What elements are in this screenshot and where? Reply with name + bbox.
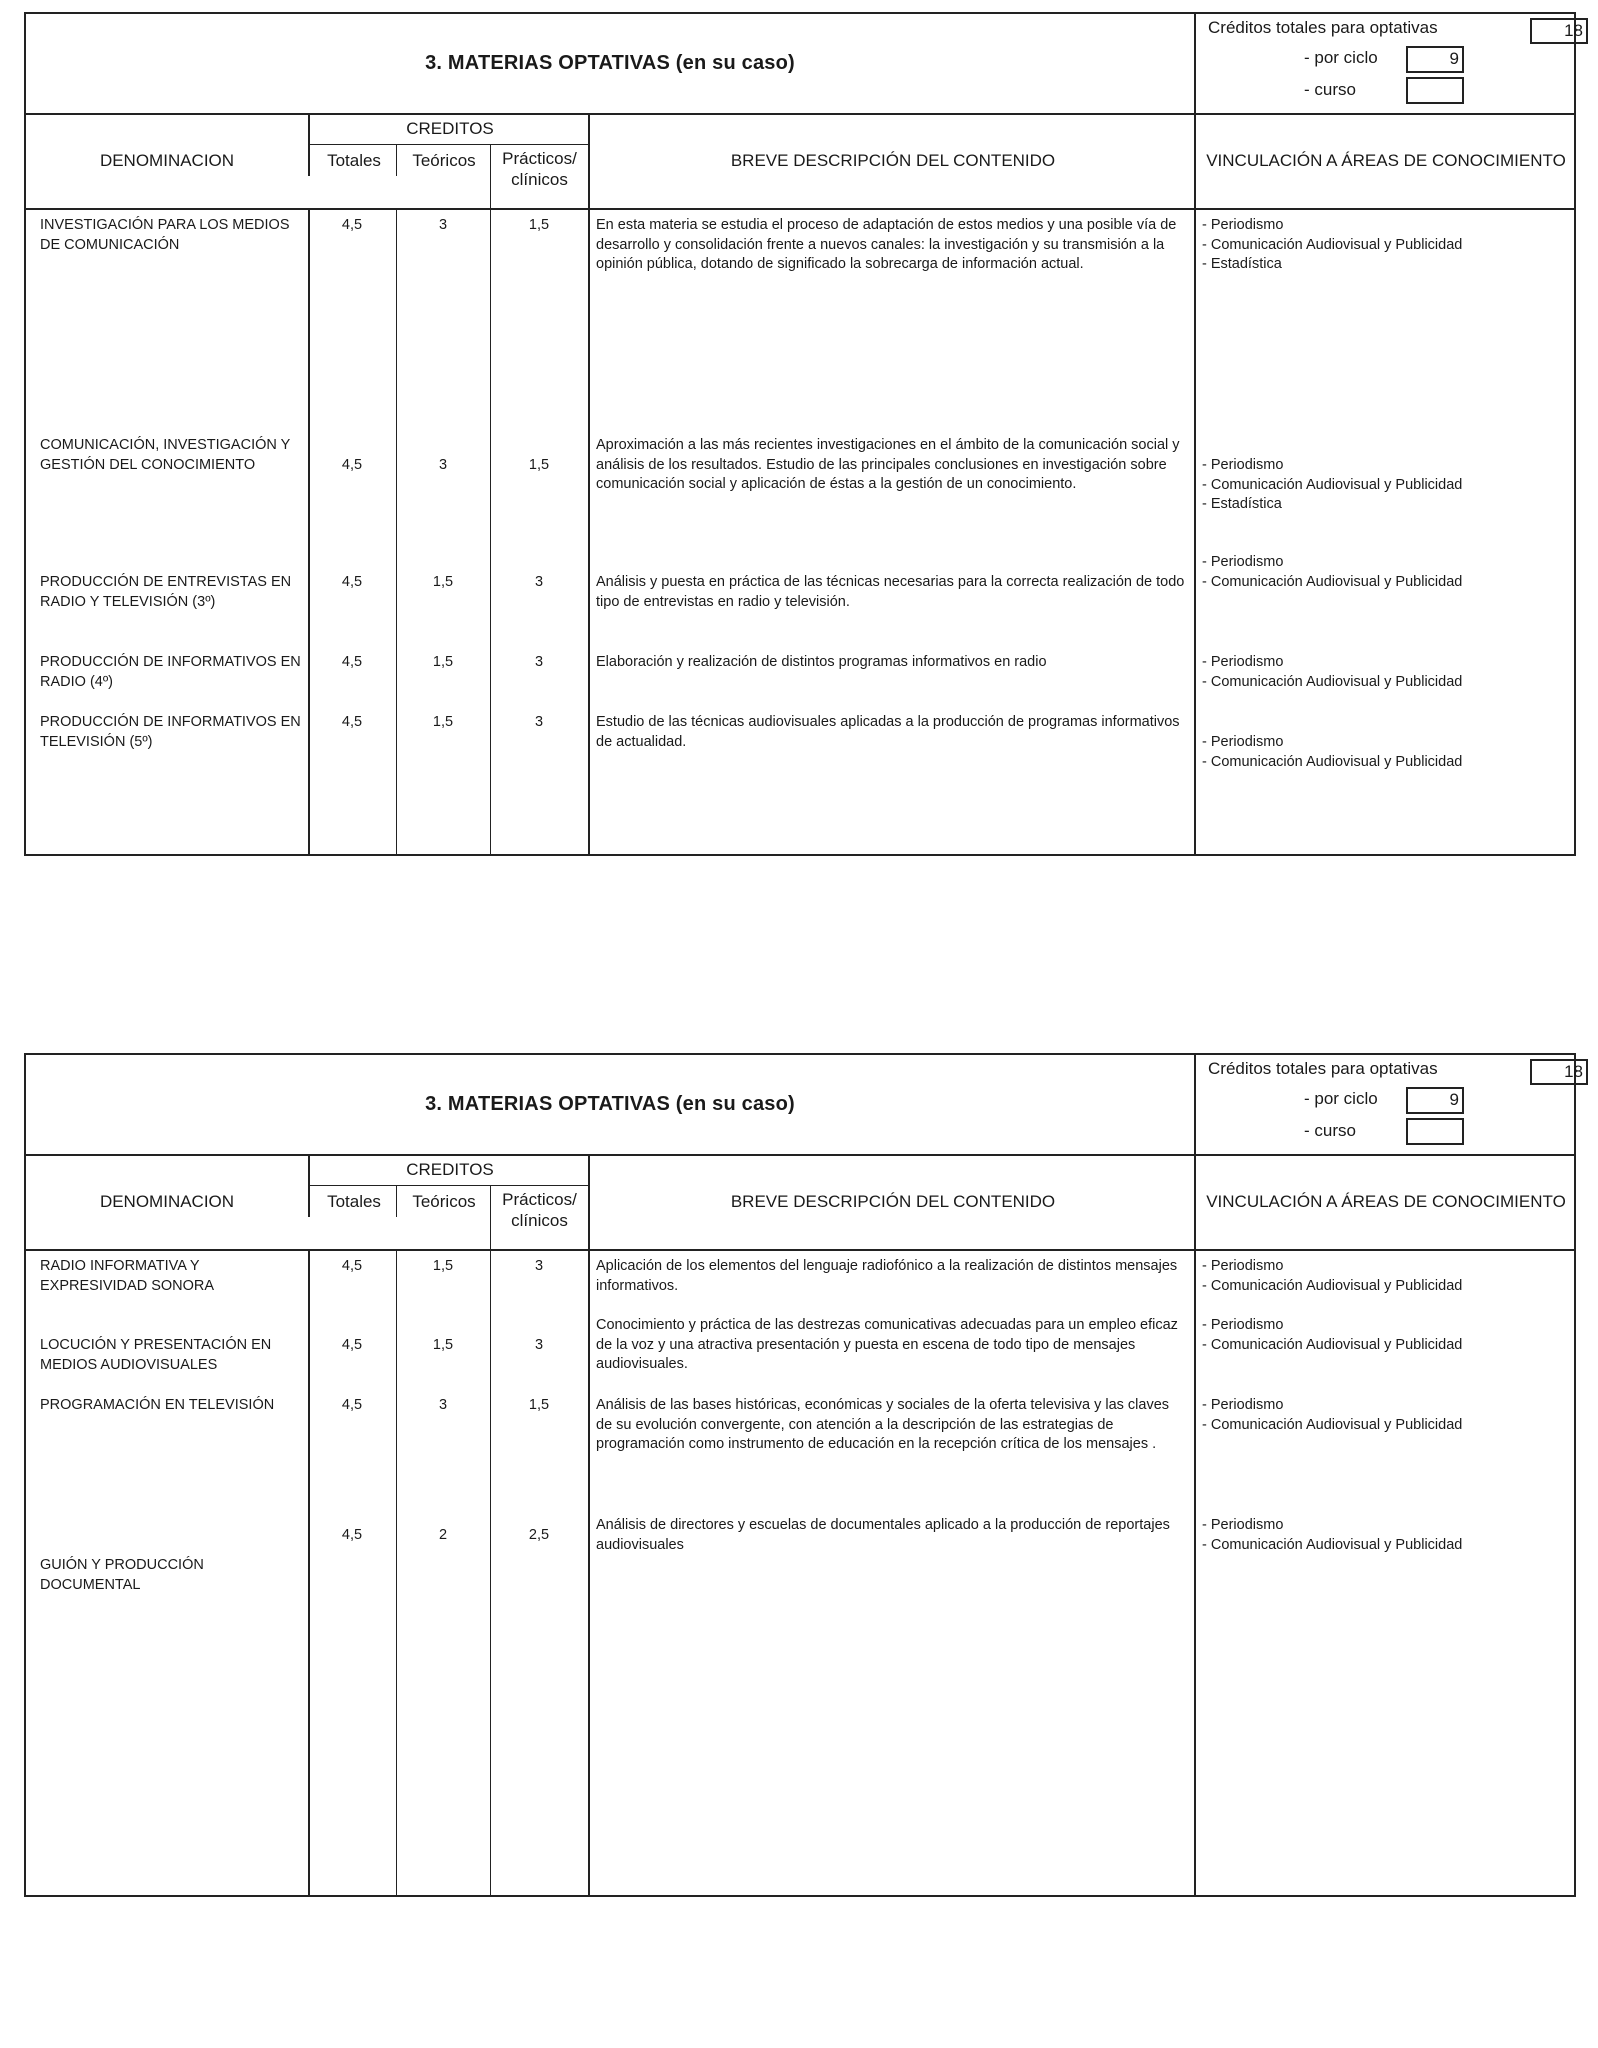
col-practicos: Prácticos/ clínicos bbox=[490, 144, 588, 208]
area-item: - Estadística bbox=[1202, 496, 1282, 512]
knowledge-areas bbox=[1202, 1516, 1572, 1555]
knowledge-areas bbox=[1202, 1257, 1572, 1296]
knowledge-areas bbox=[1202, 553, 1572, 592]
col-denominacion: DENOMINACION bbox=[99, 151, 235, 170]
credits-practice: 3 bbox=[534, 1337, 544, 1353]
credits-practice: 3 bbox=[534, 654, 544, 670]
area-item: - Comunicación Audiovisual y Publicidad bbox=[1202, 573, 1463, 590]
area-item: - Comunicación Audiovisual y Publicidad bbox=[1202, 1277, 1463, 1294]
area-item: - Periodismo bbox=[1202, 457, 1284, 473]
credits-practice: 3 bbox=[534, 574, 544, 590]
subject-name: INVESTIGACIÓN PARA LOS MEDIOS DE COMUNICACIÓN bbox=[40, 217, 290, 253]
total-credits-label: Créditos totales para optativas bbox=[1208, 1059, 1438, 1078]
area-item: - Periodismo bbox=[1202, 217, 1284, 233]
credits-practice: 1,5 bbox=[528, 1397, 550, 1413]
area-item: - Periodismo bbox=[1202, 1317, 1284, 1333]
col-teoricos: Teóricos bbox=[396, 1185, 491, 1217]
table-body bbox=[26, 208, 1574, 854]
credits-total: 4,5 bbox=[341, 714, 363, 730]
credits-total: 4,5 bbox=[341, 1337, 363, 1353]
area-item: - Periodismo bbox=[1202, 734, 1284, 750]
area-item: - Periodismo bbox=[1202, 1517, 1284, 1533]
subject-description: En esta materia se estudia el proceso de adaptación de estos medios y una posible vía de desarrollo y consolidación frente a nuevos canales: la investigación y su transmisión a la opinión pública, dotando de significado la sobrecarga de información actual. bbox=[596, 217, 1177, 272]
col-denominacion: DENOMINACION bbox=[99, 1192, 235, 1211]
total-credits-box: 18 bbox=[1530, 18, 1588, 44]
area-item: - Periodismo bbox=[1202, 1258, 1284, 1274]
per-cycle-label: - por ciclo bbox=[1304, 1089, 1378, 1108]
area-item: - Periodismo bbox=[1202, 554, 1284, 570]
subject-name: LOCUCIÓN Y PRESENTACIÓN EN MEDIOS AUDIOVISUALES bbox=[40, 1337, 272, 1373]
credits-practice: 3 bbox=[534, 714, 544, 730]
subject-description: Conocimiento y práctica de las destrezas comunicativas adecuadas para un empleo eficaz de la voz y una atractiva presentación y puesta en escena de todo tipo de mensajes audiovisuales. bbox=[596, 1317, 1178, 1372]
col-descripcion: BREVE DESCRIPCIÓN DEL CONTENIDO bbox=[588, 1154, 1196, 1249]
subject-description: Análisis de directores y escuelas de documentales aplicado a la producción de reportajes audiovisuales bbox=[596, 1517, 1170, 1553]
subject-name: PRODUCCIÓN DE INFORMATIVOS EN RADIO (4º) bbox=[40, 654, 301, 690]
credits-theory: 1,5 bbox=[432, 1337, 454, 1353]
knowledge-areas bbox=[1202, 1396, 1572, 1435]
per-cycle-box: 9 bbox=[1406, 46, 1464, 73]
credits-total: 4,5 bbox=[341, 457, 363, 473]
subject-name: PRODUCCIÓN DE ENTREVISTAS EN RADIO Y TELEVISIÓN (3º) bbox=[40, 574, 292, 610]
column-headers bbox=[26, 113, 1574, 210]
col-totales: Totales bbox=[308, 144, 398, 176]
knowledge-areas bbox=[1202, 653, 1572, 692]
optativas-table-1 bbox=[24, 12, 1583, 856]
table-header bbox=[26, 1055, 1583, 1156]
per-course-label: - curso bbox=[1304, 1121, 1356, 1140]
total-credits-box: 18 bbox=[1530, 1059, 1588, 1085]
subject-name: PROGRAMACIÓN EN TELEVISIÓN bbox=[40, 1397, 275, 1413]
credits-theory: 3 bbox=[438, 1397, 448, 1413]
credits-total: 4,5 bbox=[341, 217, 363, 233]
per-course-label: - curso bbox=[1304, 80, 1356, 99]
col-practicos: Prácticos/ clínicos bbox=[490, 1185, 588, 1249]
credits-practice: 2,5 bbox=[528, 1527, 550, 1543]
col-creditos: CREDITOS bbox=[308, 1154, 590, 1186]
credits-theory: 1,5 bbox=[432, 1258, 454, 1274]
credits-total: 4,5 bbox=[341, 654, 363, 670]
col-teoricos: Teóricos bbox=[396, 144, 491, 176]
credits-total: 4,5 bbox=[341, 1258, 363, 1274]
optativas-table-2 bbox=[24, 1053, 1583, 1897]
col-totales: Totales bbox=[308, 1185, 398, 1217]
table-title: 3. MATERIAS OPTATIVAS (en su caso) bbox=[425, 52, 795, 74]
area-item: - Estadística bbox=[1202, 256, 1282, 272]
subject-name: GUIÓN Y PRODUCCIÓN DOCUMENTAL bbox=[40, 1557, 204, 1593]
subject-name: RADIO INFORMATIVA Y EXPRESIVIDAD SONORA bbox=[40, 1258, 215, 1294]
subject-description: Estudio de las técnicas audiovisuales aplicadas a la producción de programas informativos de actualidad. bbox=[596, 714, 1180, 750]
column-headers bbox=[26, 1154, 1574, 1251]
credits-theory: 1,5 bbox=[432, 714, 454, 730]
per-cycle-box: 9 bbox=[1406, 1087, 1464, 1114]
per-course-box bbox=[1406, 77, 1464, 104]
subject-description: Aproximación a las más recientes investigaciones en el ámbito de la comunicación social y análisis de los resultados. Estudio de las principales conclusiones en investigación sobre comunicación social y aplicación de éstas a la gestión de un conocimiento. bbox=[596, 437, 1180, 492]
credits-practice: 1,5 bbox=[528, 217, 550, 233]
total-credits-label: Créditos totales para optativas bbox=[1208, 18, 1438, 37]
credits-total: 4,5 bbox=[341, 1397, 363, 1413]
area-item: - Comunicación Audiovisual y Publicidad bbox=[1202, 1416, 1463, 1433]
table-header bbox=[26, 14, 1583, 115]
area-item: - Comunicación Audiovisual y Publicidad bbox=[1202, 1536, 1463, 1553]
subject-description: Elaboración y realización de distintos programas informativos en radio bbox=[596, 654, 1047, 670]
area-item: - Comunicación Audiovisual y Publicidad bbox=[1202, 1336, 1463, 1353]
col-descripcion: BREVE DESCRIPCIÓN DEL CONTENIDO bbox=[588, 113, 1196, 208]
area-item: - Comunicación Audiovisual y Publicidad bbox=[1202, 673, 1463, 690]
credits-theory: 1,5 bbox=[432, 654, 454, 670]
area-item: - Periodismo bbox=[1202, 1397, 1284, 1413]
area-item: - Periodismo bbox=[1202, 654, 1284, 670]
knowledge-areas bbox=[1202, 216, 1572, 275]
subject-description: Análisis de las bases históricas, económicas y sociales de la oferta televisiva y las claves de su evolución convergente, con atención a la descripción de las estrategias de programación como instrumento de educación en la recepción crítica de los mensajes . bbox=[596, 1397, 1170, 1452]
credits-theory: 2 bbox=[438, 1527, 448, 1543]
knowledge-areas bbox=[1202, 733, 1572, 772]
table-title: 3. MATERIAS OPTATIVAS (en su caso) bbox=[425, 1093, 795, 1115]
credits-theory: 3 bbox=[438, 457, 448, 473]
subject-name: PRODUCCIÓN DE INFORMATIVOS EN TELEVISIÓN (5º) bbox=[40, 714, 301, 750]
credits-total: 4,5 bbox=[341, 1527, 363, 1543]
col-vinculacion: VINCULACIÓN A ÁREAS DE CONOCIMIENTO bbox=[1194, 1154, 1576, 1249]
table-body bbox=[26, 1249, 1574, 1895]
knowledge-areas bbox=[1202, 1316, 1572, 1355]
credits-summary bbox=[1194, 14, 1583, 113]
subject-description: Análisis y puesta en práctica de las técnicas necesarias para la correcta realización de todo tipo de entrevistas en radio y televisión. bbox=[596, 574, 1185, 610]
credits-practice: 1,5 bbox=[528, 457, 550, 473]
knowledge-areas bbox=[1202, 456, 1572, 515]
credits-practice: 3 bbox=[534, 1258, 544, 1274]
per-cycle-label: - por ciclo bbox=[1304, 48, 1378, 67]
credits-summary bbox=[1194, 1055, 1583, 1154]
area-item: - Comunicación Audiovisual y Publicidad bbox=[1202, 236, 1463, 253]
col-vinculacion: VINCULACIÓN A ÁREAS DE CONOCIMIENTO bbox=[1194, 113, 1576, 208]
credits-total: 4,5 bbox=[341, 574, 363, 590]
per-course-box bbox=[1406, 1118, 1464, 1145]
subject-description: Aplicación de los elementos del lenguaje radiofónico a la realización de distintos mensajes informativos. bbox=[596, 1258, 1178, 1294]
col-creditos: CREDITOS bbox=[308, 113, 590, 145]
area-item: - Comunicación Audiovisual y Publicidad bbox=[1202, 476, 1463, 493]
credits-theory: 3 bbox=[438, 217, 448, 233]
area-item: - Comunicación Audiovisual y Publicidad bbox=[1202, 753, 1463, 770]
subject-name: COMUNICACIÓN, INVESTIGACIÓN Y GESTIÓN DEL CONOCIMIENTO bbox=[40, 437, 291, 473]
credits-theory: 1,5 bbox=[432, 574, 454, 590]
